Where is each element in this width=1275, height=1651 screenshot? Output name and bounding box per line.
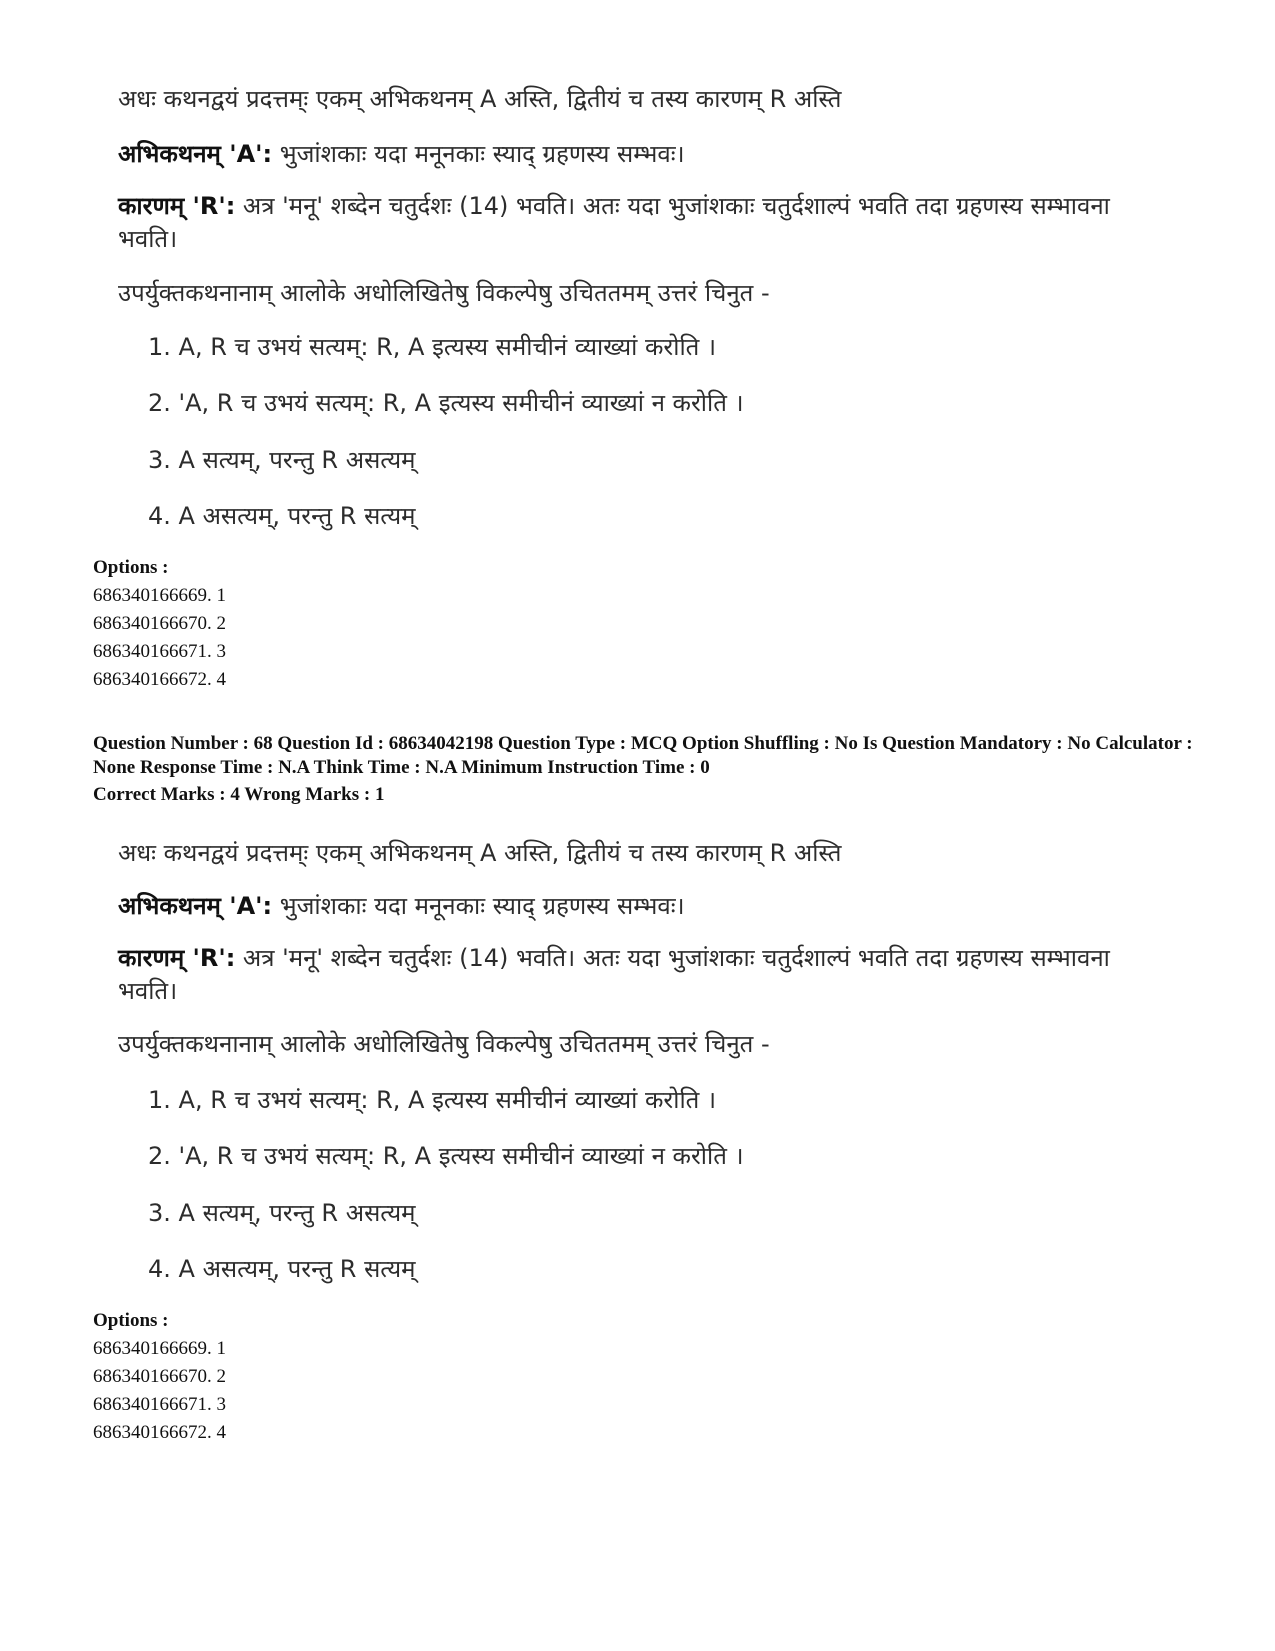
choice-4: 4. A असत्यम्, परन्तु R सत्यम् bbox=[148, 502, 416, 530]
option-id-3: 686340166671. 3 bbox=[93, 641, 226, 662]
assertion-text: भुजांशकाः यदा मनूनकाः स्याद् ग्रहणस्य सम्भवः। bbox=[272, 140, 685, 168]
reason-label: कारणम् 'R': bbox=[118, 944, 236, 972]
choice-1: 1. A, R च उभयं सत्यम्: R, A इत्यस्य समीचीनं व्याख्यां करोति । bbox=[148, 333, 717, 361]
assertion-statement bbox=[118, 889, 685, 922]
question-meta: Question Number : 68 Question Id : 68634042198 Question Type : MCQ Option Shuffling : No Is Question Mandatory : No Calculator : None Response Time : N.A Think Time : N.A Minimum Instruction Time : 0 bbox=[93, 733, 1193, 778]
options-title: Options : bbox=[93, 557, 169, 578]
choice-4: 4. A असत्यम्, परन्तु R सत्यम् bbox=[148, 1255, 416, 1283]
option-id-4: 686340166672. 4 bbox=[93, 669, 226, 690]
reason-statement bbox=[118, 190, 1158, 256]
question-instruction: उपर्युक्तकथनानाम् आलोके अधोलिखितेषु विकल्पेषु उचिततमम् उत्तरं चिनुत - bbox=[118, 279, 770, 307]
question-marks: Correct Marks : 4 Wrong Marks : 1 bbox=[93, 784, 385, 805]
choice-2: 2. 'A, R च उभयं सत्यम्: R, A इत्यस्य समीचीनं व्याख्यां न करोति । bbox=[148, 389, 744, 417]
question-instruction: उपर्युक्तकथनानाम् आलोके अधोलिखितेषु विकल्पेषु उचिततमम् उत्तरं चिनुत - bbox=[118, 1030, 770, 1058]
option-id-3: 686340166671. 3 bbox=[93, 1394, 226, 1415]
option-id-4: 686340166672. 4 bbox=[93, 1422, 226, 1443]
assertion-label: अभिकथनम् 'A': bbox=[118, 140, 273, 168]
reason-statement bbox=[118, 942, 1158, 1008]
options-title: Options : bbox=[93, 1310, 169, 1331]
option-id-2: 686340166670. 2 bbox=[93, 613, 226, 634]
choice-3: 3. A सत्यम्, परन्तु R असत्यम् bbox=[148, 446, 416, 474]
question-intro: अधः कथनद्वयं प्रदत्तम्ः एकम् अभिकथनम् A अस्ति, द्वितीयं च तस्य कारणम् R अस्ति bbox=[118, 839, 842, 867]
option-id-1: 686340166669. 1 bbox=[93, 1338, 226, 1359]
choice-2: 2. 'A, R च उभयं सत्यम्: R, A इत्यस्य समीचीनं व्याख्यां न करोति । bbox=[148, 1142, 744, 1170]
choice-1: 1. A, R च उभयं सत्यम्: R, A इत्यस्य समीचीनं व्याख्यां करोति । bbox=[148, 1086, 717, 1114]
assertion-statement bbox=[118, 137, 685, 170]
choice-3: 3. A सत्यम्, परन्तु R असत्यम् bbox=[148, 1199, 416, 1227]
assertion-text: भुजांशकाः यदा मनूनकाः स्याद् ग्रहणस्य सम्भवः। bbox=[272, 892, 685, 920]
question-intro: अधः कथनद्वयं प्रदत्तम्ः एकम् अभिकथनम् A अस्ति, द्वितीयं च तस्य कारणम् R अस्ति bbox=[118, 85, 842, 113]
option-id-1: 686340166669. 1 bbox=[93, 585, 226, 606]
reason-label: कारणम् 'R': bbox=[118, 192, 236, 220]
assertion-label: अभिकथनम् 'A': bbox=[118, 892, 273, 920]
reason-text: अत्र 'मनू' शब्देन चतुर्दशः (14) भवति। अतः यदा भुजांशकाः चतुर्दशाल्पं भवति तदा ग्रहणस्य सम्भावना भवति। bbox=[118, 944, 1110, 1005]
option-id-2: 686340166670. 2 bbox=[93, 1366, 226, 1387]
reason-text: अत्र 'मनू' शब्देन चतुर्दशः (14) भवति। अतः यदा भुजांशकाः चतुर्दशाल्पं भवति तदा ग्रहणस्य सम्भावना भवति। bbox=[118, 192, 1110, 253]
